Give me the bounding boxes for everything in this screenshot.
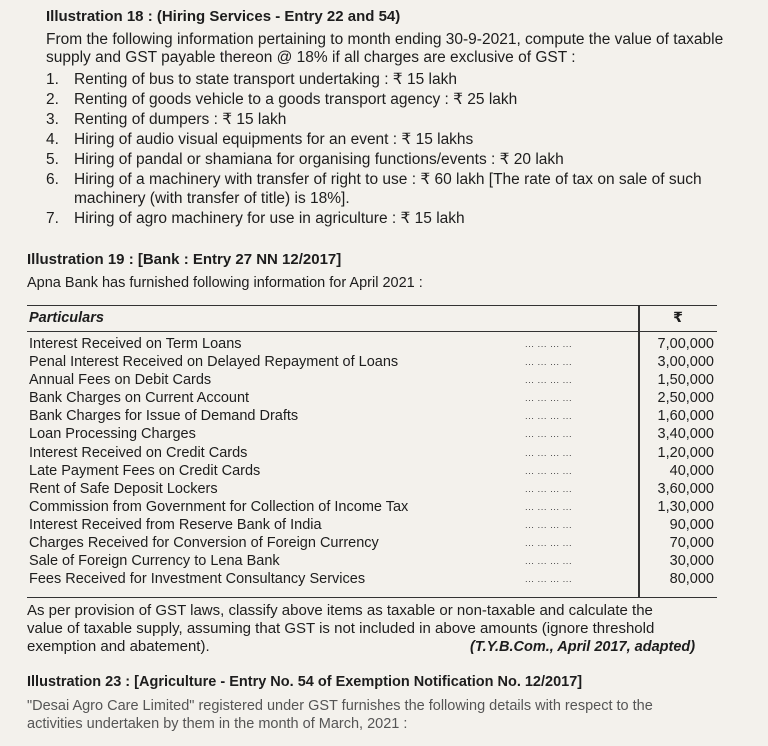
row-label: Penal Interest Received on Delayed Repayment of Loans bbox=[29, 354, 399, 371]
list-number: 4. bbox=[46, 131, 59, 148]
leader-dots: ... ... ... ... bbox=[525, 375, 573, 387]
row-amount: 30,000 bbox=[669, 553, 714, 570]
leader-dots: ... ... ... ... bbox=[525, 357, 573, 369]
list-item bbox=[46, 171, 761, 208]
row-label: Bank Charges for Issue of Demand Drafts bbox=[29, 408, 299, 425]
list-number: 2. bbox=[46, 91, 59, 108]
illustration-23-intro-line-2: activities undertaken by them in the month of March, 2021 : bbox=[27, 716, 408, 732]
list-text: Renting of dumpers : ₹ 15 lakh bbox=[74, 111, 287, 128]
leader-dots: ... ... ... ... bbox=[525, 393, 573, 405]
list-text: Renting of goods vehicle to a goods transport agency : ₹ 25 lakh bbox=[74, 91, 518, 108]
leader-dots: ... ... ... ... bbox=[525, 519, 573, 531]
row-amount: 1,30,000 bbox=[657, 498, 714, 515]
row-amount: 1,50,000 bbox=[657, 372, 714, 389]
row-label: Interest Received on Credit Cards bbox=[29, 444, 248, 461]
leader-dots: ... ... ... ... bbox=[525, 501, 573, 513]
leader-dots: ... ... ... ... bbox=[525, 447, 573, 459]
list-text: Hiring of audio visual equipments for an event : ₹ 15 lakhs bbox=[74, 131, 474, 148]
hiring-services-list bbox=[46, 71, 761, 230]
row-label: Commission from Government for Collection of Income Tax bbox=[29, 498, 409, 515]
table-row bbox=[27, 335, 717, 353]
table-row bbox=[27, 389, 717, 407]
table-row bbox=[27, 498, 717, 516]
list-number: 7. bbox=[46, 209, 59, 227]
row-amount: 70,000 bbox=[669, 535, 714, 552]
row-label: Interest Received from Reserve Bank of India bbox=[29, 516, 322, 533]
table-row bbox=[27, 462, 717, 480]
list-text: Hiring of agro machinery for use in agriculture : ₹ 15 lakh bbox=[74, 209, 465, 227]
leader-dots: ... ... ... ... bbox=[525, 465, 573, 477]
list-text: Hiring of pandal or shamiana for organising functions/events : ₹ 20 lakh bbox=[74, 151, 564, 168]
illustration-23-heading: Illustration 23 : [Agriculture - Entry No. 54 of Exemption Notification No. 12/2017] bbox=[27, 674, 583, 690]
table-row bbox=[27, 407, 717, 425]
amount-column-header: ₹ bbox=[673, 309, 683, 325]
leader-dots: ... ... ... ... bbox=[525, 339, 573, 350]
leader-dots: ... ... ... ... bbox=[525, 483, 573, 495]
row-amount: 80,000 bbox=[669, 571, 714, 588]
list-item bbox=[46, 151, 761, 170]
illustration-23-intro-line-1: "Desai Agro Care Limited" registered under GST furnishes the following details with respect to the bbox=[27, 698, 653, 714]
leader-dots: ... ... ... ... bbox=[525, 411, 573, 423]
row-amount: 90,000 bbox=[669, 516, 714, 533]
leader-dots: ... ... ... ... bbox=[525, 538, 573, 550]
table-row bbox=[27, 353, 717, 371]
illustration-19-question-line-3: exemption and abatement). bbox=[27, 638, 210, 655]
list-item bbox=[46, 111, 761, 130]
row-label: Annual Fees on Debit Cards bbox=[29, 372, 212, 389]
row-label: Late Payment Fees on Credit Cards bbox=[29, 462, 261, 479]
row-label: Bank Charges on Current Account bbox=[29, 390, 250, 407]
list-item bbox=[46, 71, 761, 90]
illustration-19-question-line-1: As per provision of GST laws, classify above items as taxable or non-taxable and calculate the bbox=[27, 602, 653, 619]
row-label: Fees Received for Investment Consultancy Services bbox=[29, 571, 366, 588]
illustration-19-intro: Apna Bank has furnished following information for April 2021 : bbox=[27, 275, 423, 291]
list-number: 5. bbox=[46, 151, 59, 168]
illustration-18-intro-line-1: From the following information pertaining to month ending 30-9-2021, compute the value of taxable bbox=[46, 31, 724, 48]
row-amount: 1,60,000 bbox=[657, 408, 714, 425]
illustration-19-heading: Illustration 19 : [Bank : Entry 27 NN 12/2017] bbox=[27, 251, 342, 268]
row-label: Charges Received for Conversion of Foreign Currency bbox=[29, 535, 379, 552]
bank-income-table bbox=[27, 305, 717, 598]
table-body bbox=[27, 335, 717, 588]
list-number: 3. bbox=[46, 111, 59, 128]
list-number: 1. bbox=[46, 71, 59, 88]
list-number: 6. bbox=[46, 171, 59, 188]
row-amount: 3,40,000 bbox=[657, 426, 714, 443]
list-item bbox=[46, 91, 761, 110]
row-amount: 2,50,000 bbox=[657, 390, 714, 407]
table-row bbox=[27, 425, 717, 443]
row-amount: 3,00,000 bbox=[657, 354, 714, 371]
table-row bbox=[27, 516, 717, 534]
table-row bbox=[27, 552, 717, 570]
list-item bbox=[46, 131, 761, 150]
illustration-18-heading: Illustration 18 : (Hiring Services - Entry 22 and 54) bbox=[46, 8, 401, 25]
row-label: Sale of Foreign Currency to Lena Bank bbox=[29, 553, 280, 570]
table-row bbox=[27, 534, 717, 552]
exam-source: (T.Y.B.Com., April 2017, adapted) bbox=[470, 639, 696, 655]
table-row bbox=[27, 480, 717, 498]
leader-dots: ... ... ... ... bbox=[525, 574, 573, 586]
list-text: Renting of bus to state transport undertaking : ₹ 15 lakh bbox=[74, 71, 457, 88]
leader-dots: ... ... ... ... bbox=[525, 556, 573, 568]
row-amount: 7,00,000 bbox=[657, 336, 714, 352]
list-item bbox=[46, 210, 761, 229]
row-label: Interest Received on Term Loans bbox=[29, 336, 242, 352]
illustration-18-intro-line-2: supply and GST payable thereon @ 18% if all charges are exclusive of GST : bbox=[46, 49, 576, 66]
list-text: Hiring of a machinery with transfer of right to use : ₹ 60 lakh [The rate of tax on sale of such machinery (with transfer of title) is 18%]. bbox=[74, 171, 702, 207]
leader-dots: ... ... ... ... bbox=[525, 429, 573, 441]
row-amount: 1,20,000 bbox=[657, 444, 714, 461]
table-row bbox=[27, 371, 717, 389]
particulars-column-header: Particulars bbox=[29, 310, 104, 326]
table-row bbox=[27, 570, 717, 588]
row-amount: 40,000 bbox=[669, 462, 714, 479]
table-header bbox=[27, 306, 717, 332]
row-label: Loan Processing Charges bbox=[29, 426, 196, 443]
row-amount: 3,60,000 bbox=[657, 480, 714, 497]
row-label: Rent of Safe Deposit Lockers bbox=[29, 480, 218, 497]
illustration-19-question-line-2: value of taxable supply, assuming that GST is not included in above amounts (ignore threshold bbox=[27, 620, 655, 637]
table-row bbox=[27, 444, 717, 462]
